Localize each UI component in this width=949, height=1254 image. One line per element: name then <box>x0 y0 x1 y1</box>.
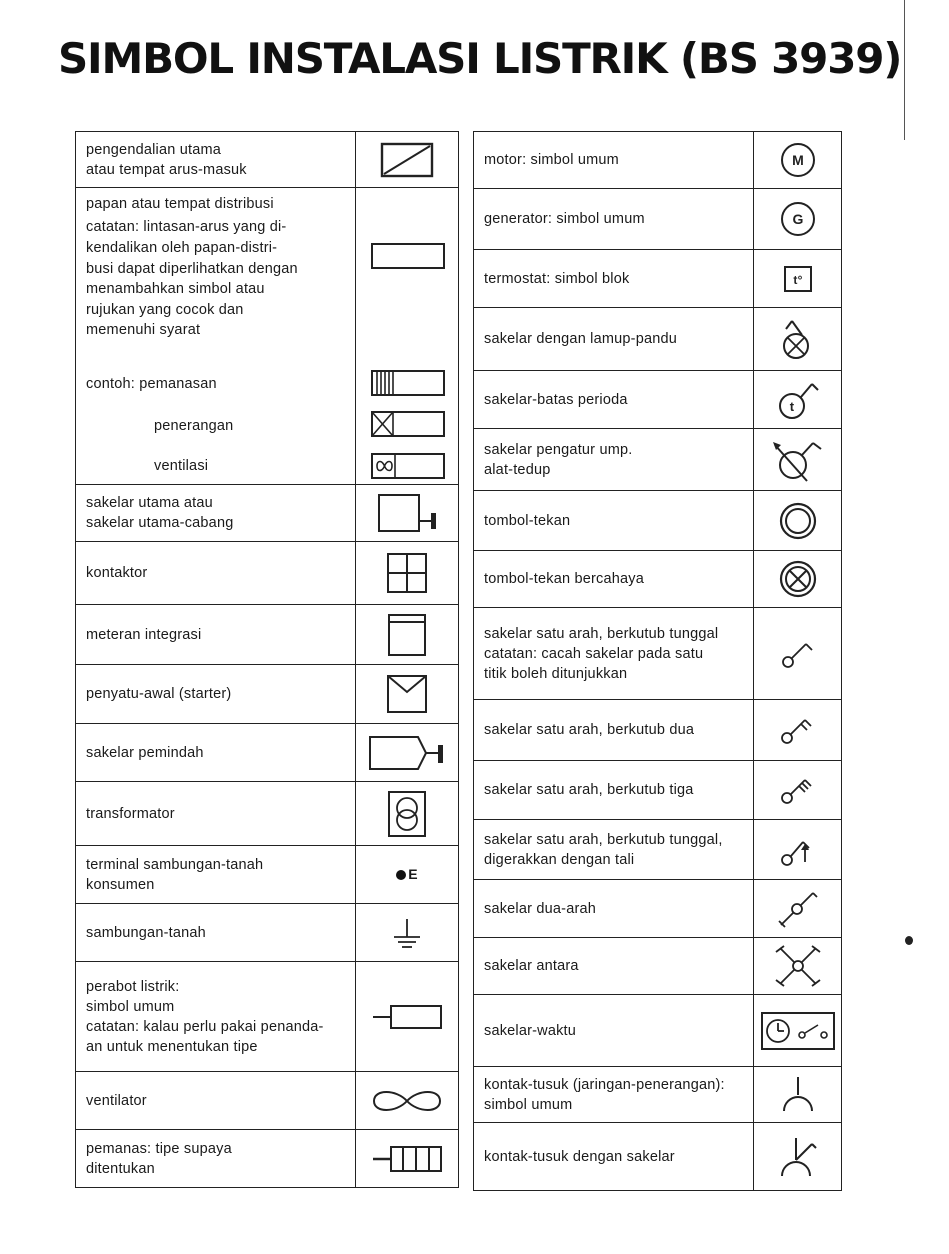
push-button-icon <box>754 491 842 551</box>
row-label: sakelar-batas perioda <box>474 371 754 429</box>
one-way-double-pole-switch-icon <box>754 700 842 761</box>
table-row <box>474 308 842 371</box>
table-row <box>474 938 842 995</box>
table-row <box>474 820 842 880</box>
row-label: sakelar pengatur ump. alat-tedup <box>474 429 754 491</box>
table-row <box>76 1130 459 1188</box>
generator-icon <box>754 189 842 250</box>
row-label: tombol-tekan <box>474 491 754 551</box>
starter-icon <box>356 665 459 724</box>
table-row <box>474 491 842 551</box>
row-label: perabot listrik: simbol umum catatan: kalau perlu pakai penanda- an untuk menentukan tipe <box>76 962 356 1072</box>
table-row <box>474 132 842 189</box>
earth-terminal-dot <box>396 870 406 880</box>
table-row <box>76 904 459 962</box>
speck <box>905 936 913 945</box>
intermediate-switch-icon <box>754 938 842 995</box>
page-edge-line <box>904 0 905 140</box>
switched-socket-icon <box>754 1123 842 1191</box>
row-label: sakelar dengan lamup-pandu <box>474 308 754 371</box>
row-label: transformator <box>76 782 356 846</box>
heater-icon <box>356 1130 459 1188</box>
table-row <box>76 132 459 188</box>
row-label: sakelar pemindah <box>76 724 356 782</box>
thermostat-icon-label: t° <box>792 272 803 287</box>
appliance-icon <box>356 962 459 1072</box>
socket-outlet-icon <box>754 1067 842 1123</box>
table-row <box>76 962 459 1072</box>
contactor-icon <box>356 542 459 605</box>
time-switch-icon <box>754 995 842 1067</box>
motor-icon-letter: M <box>791 152 804 168</box>
table-row <box>76 665 459 724</box>
row-label: sakelar-waktu <box>474 995 754 1067</box>
transformer-icon <box>356 782 459 846</box>
row-label: sakelar dua-arah <box>474 880 754 938</box>
time-limit-switch-icon <box>754 371 842 429</box>
dimmer-switch-icon <box>754 429 842 491</box>
time-limit-switch-icon-letter: t <box>789 398 794 414</box>
one-way-single-pole-switch-icon <box>754 608 842 700</box>
row-label: penyatu-awal (starter) <box>76 665 356 724</box>
row-label: kontaktor <box>76 542 356 605</box>
row-label: papan atau tempat distribusi catatan: lintasan-arus yang di- kendalikan oleh papan-distri- busi dapat diperlihatkan dengan menambahkan simbol atau rujukan yang cocok dan memenuhi syarat contoh: pemanasan penerangan ventilasi <box>76 188 356 485</box>
table-row <box>474 250 842 308</box>
row-label: sakelar utama atau sakelar utama-cabang <box>76 485 356 542</box>
ventilation-example-icon <box>372 454 444 478</box>
table-row <box>474 700 842 761</box>
row-label: termostat: simbol blok <box>474 250 754 308</box>
one-way-triple-pole-switch-icon <box>754 761 842 820</box>
row-label: pemanas: tipe supaya ditentukan <box>76 1130 356 1188</box>
row-label: pengendalian utama atau tempat arus-masuk <box>76 132 356 188</box>
row-label: ventilator <box>76 1072 356 1130</box>
table-row <box>76 542 459 605</box>
table-row <box>474 189 842 250</box>
table-row <box>76 1072 459 1130</box>
lighting-example-icon <box>372 412 444 436</box>
main-control-icon <box>356 132 459 188</box>
row-label: sakelar antara <box>474 938 754 995</box>
cord-operated-switch-icon <box>754 820 842 880</box>
page-title: SIMBOL INSTALASI LISTRIK (BS 3939) <box>58 34 902 83</box>
fan-icon <box>356 1072 459 1130</box>
row-label: sakelar satu arah, berkutub dua <box>474 700 754 761</box>
row-label: kontak-tusuk dengan sakelar <box>474 1123 754 1191</box>
integrating-meter-icon <box>356 605 459 665</box>
table-row <box>76 485 459 542</box>
earth-terminal-icon: E <box>356 846 459 904</box>
table-row <box>76 846 459 904</box>
table-row <box>474 761 842 820</box>
table-row <box>474 1067 842 1123</box>
row-label: sakelar satu arah, berkutub tiga <box>474 761 754 820</box>
table-row <box>474 995 842 1067</box>
motor-icon <box>754 132 842 189</box>
row-label: kontak-tusuk (jaringan-penerangan): simbol umum <box>474 1067 754 1123</box>
table-row <box>76 724 459 782</box>
row-label: terminal sambungan-tanah konsumen <box>76 846 356 904</box>
table-row <box>474 608 842 700</box>
pilot-lamp-switch-icon <box>754 308 842 371</box>
table-row <box>474 1123 842 1191</box>
table-row <box>474 880 842 938</box>
row-label: generator: simbol umum <box>474 189 754 250</box>
table-row <box>474 551 842 608</box>
table-row <box>76 605 459 665</box>
right-symbol-table <box>473 131 842 1191</box>
row-label: sakelar satu arah, berkutub tunggal catatan: cacah sakelar pada satu titik boleh ditunjukkan <box>474 608 754 700</box>
illuminated-push-button-icon <box>754 551 842 608</box>
table-row <box>474 429 842 491</box>
main-switch-icon <box>356 485 459 542</box>
row-label: meteran integrasi <box>76 605 356 665</box>
changeover-switch-icon <box>356 724 459 782</box>
two-way-switch-icon <box>754 880 842 938</box>
row-label: sakelar satu arah, berkutub tunggal, digerakkan dengan tali <box>474 820 754 880</box>
row-label: tombol-tekan bercahaya <box>474 551 754 608</box>
table-row <box>474 371 842 429</box>
thermostat-icon <box>754 250 842 308</box>
table-row <box>76 782 459 846</box>
earth-icon <box>356 904 459 962</box>
left-symbol-table <box>75 131 459 1188</box>
generator-icon-letter: G <box>791 211 804 227</box>
row-label: sambungan-tanah <box>76 904 356 962</box>
row-label: motor: simbol umum <box>474 132 754 189</box>
distribution-board-icon <box>356 188 459 485</box>
table-row <box>76 188 459 485</box>
heating-example-icon <box>372 371 444 395</box>
